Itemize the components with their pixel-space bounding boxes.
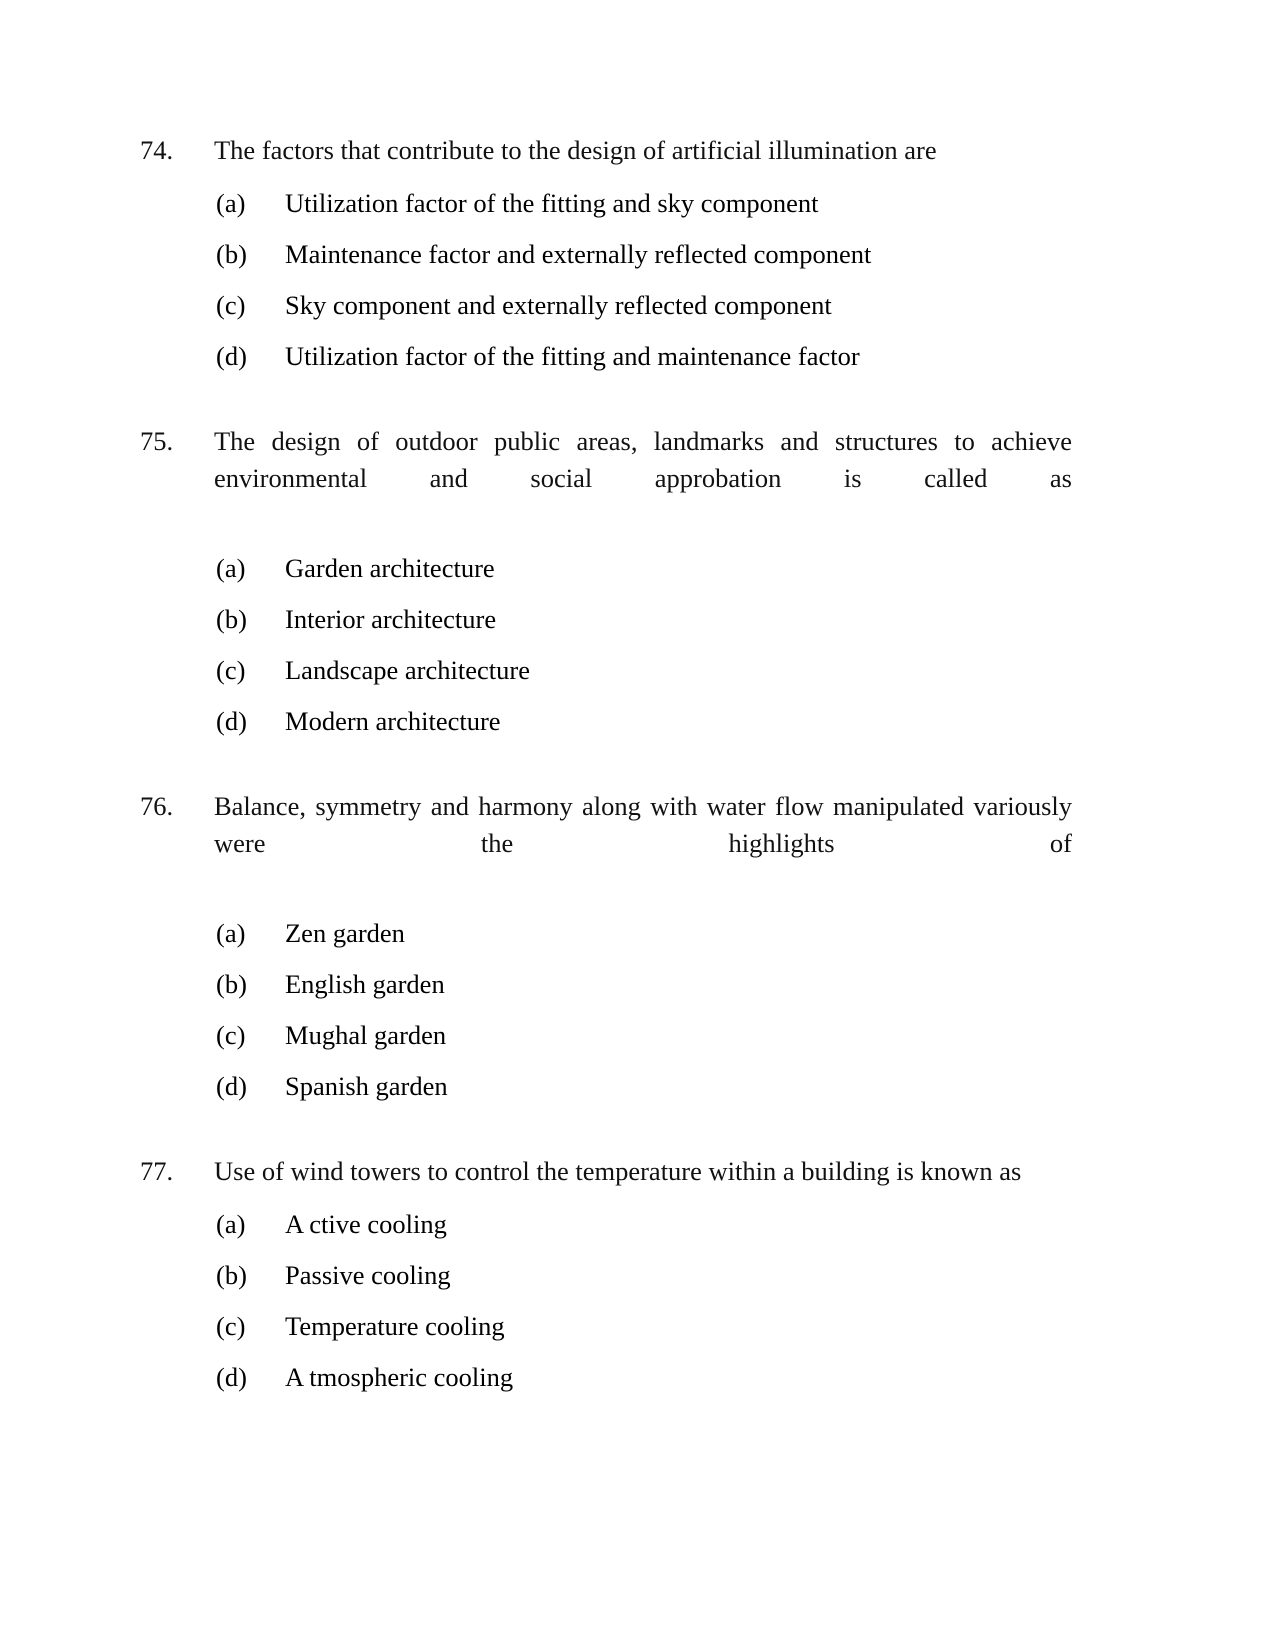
option-label: (a) bbox=[216, 188, 246, 218]
option-74-c[interactable] bbox=[216, 285, 1072, 336]
options-list-75 bbox=[140, 548, 1072, 752]
question-text-77: Use of wind towers to control the temperature within a building is known as bbox=[214, 1156, 1022, 1186]
question-number-76: 76. bbox=[140, 791, 174, 821]
questions-container bbox=[140, 132, 1072, 1408]
option-text: Landscape architecture bbox=[285, 655, 530, 685]
option-75-b[interactable] bbox=[216, 599, 1072, 650]
question-text-74: The factors that contribute to the design of artificial illumination are bbox=[214, 135, 937, 165]
question-number-77: 77. bbox=[140, 1156, 174, 1186]
question-heading-76 bbox=[140, 788, 1072, 899]
option-text: Interior architecture bbox=[285, 604, 497, 634]
option-label: (c) bbox=[216, 1020, 246, 1050]
option-text: Sky component and externally reflected component bbox=[285, 290, 832, 320]
option-76-c[interactable] bbox=[216, 1015, 1072, 1066]
option-label: (b) bbox=[216, 604, 247, 634]
option-77-b[interactable] bbox=[216, 1255, 1072, 1306]
question-number-75: 75. bbox=[140, 426, 174, 456]
question-number-74: 74. bbox=[140, 135, 174, 165]
option-text: Passive cooling bbox=[285, 1260, 451, 1290]
option-75-d[interactable] bbox=[216, 701, 1072, 752]
option-text: Temperature cooling bbox=[285, 1311, 505, 1341]
option-74-a[interactable] bbox=[216, 183, 1072, 234]
options-list-76 bbox=[140, 913, 1072, 1117]
option-text: A ctive cooling bbox=[285, 1209, 447, 1239]
option-label: (d) bbox=[216, 706, 247, 736]
options-list-74 bbox=[140, 183, 1072, 387]
option-75-a[interactable] bbox=[216, 548, 1072, 599]
option-label: (a) bbox=[216, 1209, 246, 1239]
option-text: Utilization factor of the fitting and maintenance factor bbox=[285, 341, 860, 371]
option-label: (c) bbox=[216, 655, 246, 685]
option-text: English garden bbox=[285, 969, 445, 999]
option-text: Utilization factor of the fitting and sky component bbox=[285, 188, 819, 218]
option-text: Zen garden bbox=[285, 918, 405, 948]
question-spacer bbox=[140, 1117, 1072, 1153]
question-heading-77 bbox=[140, 1153, 1072, 1190]
option-label: (b) bbox=[216, 1260, 247, 1290]
option-76-b[interactable] bbox=[216, 964, 1072, 1015]
question-block-75 bbox=[140, 423, 1072, 752]
question-text-76: Balance, symmetry and harmony along with water flow manipulated variously were the highlights of bbox=[214, 791, 1072, 858]
option-76-a[interactable] bbox=[216, 913, 1072, 964]
question-block-76 bbox=[140, 788, 1072, 1117]
option-text: Garden architecture bbox=[285, 553, 495, 583]
question-block-77 bbox=[140, 1153, 1072, 1408]
option-label: (d) bbox=[216, 1071, 247, 1101]
option-label: (c) bbox=[216, 290, 246, 320]
option-77-a[interactable] bbox=[216, 1204, 1072, 1255]
option-label: (a) bbox=[216, 918, 246, 948]
option-label: (c) bbox=[216, 1311, 246, 1341]
option-77-c[interactable] bbox=[216, 1306, 1072, 1357]
option-label: (b) bbox=[216, 969, 247, 999]
option-75-c[interactable] bbox=[216, 650, 1072, 701]
option-74-b[interactable] bbox=[216, 234, 1072, 285]
option-text: Maintenance factor and externally reflected component bbox=[285, 239, 872, 269]
option-label: (d) bbox=[216, 341, 247, 371]
question-spacer bbox=[140, 387, 1072, 423]
option-74-d[interactable] bbox=[216, 336, 1072, 387]
question-heading-75 bbox=[140, 423, 1072, 534]
option-text: Modern architecture bbox=[285, 706, 501, 736]
option-76-d[interactable] bbox=[216, 1066, 1072, 1117]
option-text: Mughal garden bbox=[285, 1020, 447, 1050]
question-block-74 bbox=[140, 132, 1072, 387]
option-text: A tmospheric cooling bbox=[285, 1362, 514, 1392]
option-text: Spanish garden bbox=[285, 1071, 448, 1101]
options-list-77 bbox=[140, 1204, 1072, 1408]
option-label: (d) bbox=[216, 1362, 247, 1392]
option-label: (b) bbox=[216, 239, 247, 269]
option-label: (a) bbox=[216, 553, 246, 583]
option-77-d[interactable] bbox=[216, 1357, 1072, 1408]
question-heading-74 bbox=[140, 132, 1072, 169]
question-spacer bbox=[140, 752, 1072, 788]
question-text-75: The design of outdoor public areas, landmarks and structures to achieve environmental and social approbation is called as bbox=[214, 426, 1072, 493]
